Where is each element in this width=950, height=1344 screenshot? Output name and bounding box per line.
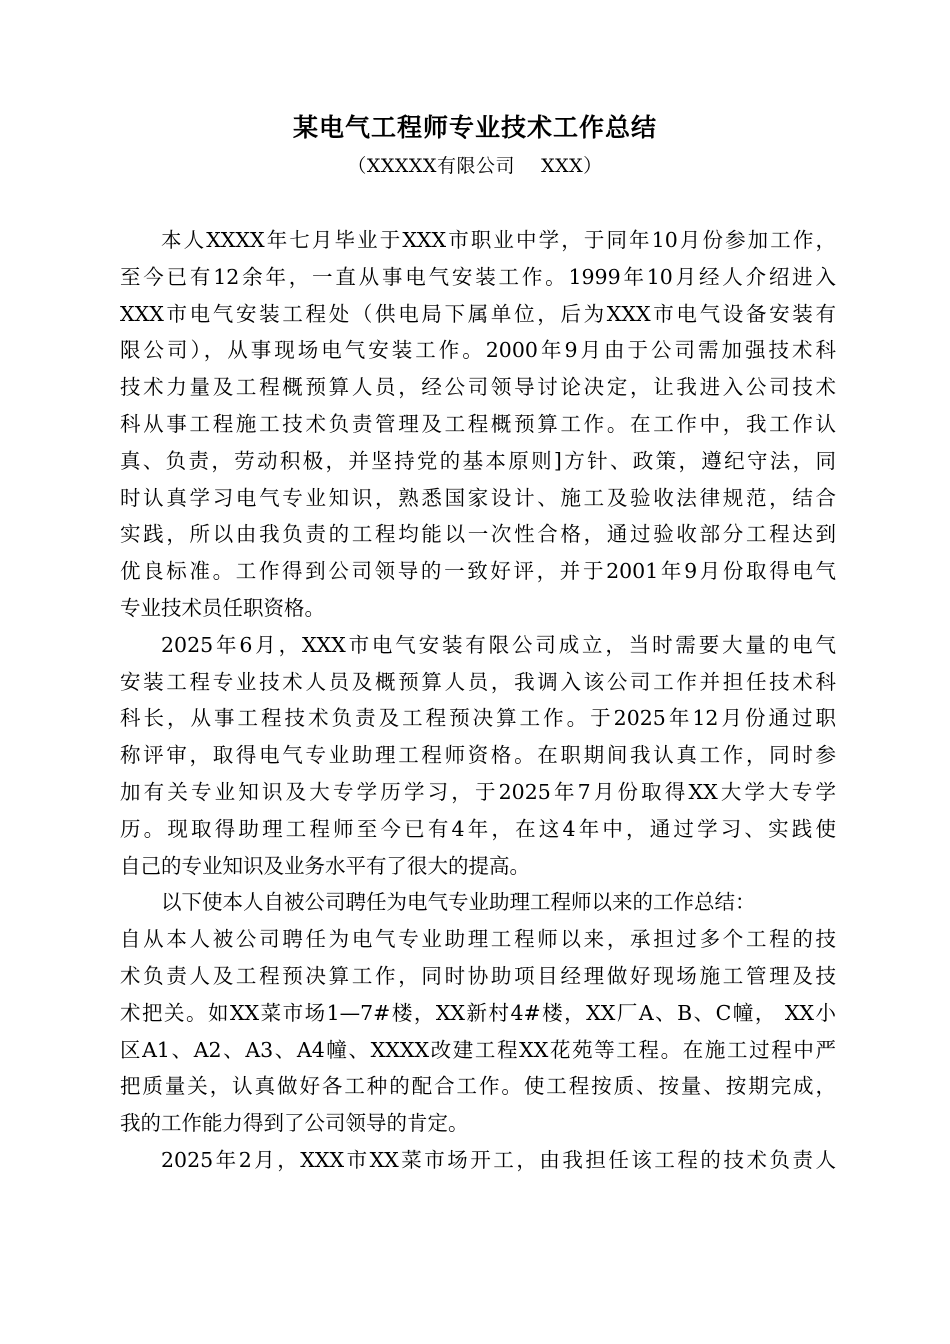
paragraph-3	[120, 884, 836, 921]
text-line: 历。现取得助理工程师至今已有4年，在这4年中，通过学习、实践使	[120, 816, 836, 841]
text-line: 实践，所以由我负责的工程均能以一次性合格，通过验收部分工程达到	[120, 522, 836, 547]
document-body	[120, 222, 836, 1179]
text-line: 术把关。如XX菜市场1—7#楼，XX新村4#楼，XX厂A、B、C幢， XX小	[120, 1000, 836, 1025]
text-line: 自己的专业知识及业务水平有了很大的提高。	[120, 853, 530, 878]
text-line: 限公司），从事现场电气安装工作。2000年9月由于公司需加强技术科	[120, 338, 836, 363]
text-line: 技术力量及工程概预算人员，经公司领导讨论决定，让我进入公司技术	[120, 375, 836, 400]
text-line: 我的工作能力得到了公司领导的肯定。	[120, 1111, 469, 1136]
document-title: 某电气工程师专业技术工作总结	[292, 113, 657, 142]
text-line: 专业技术员任职资格。	[120, 595, 325, 620]
paragraph-2	[120, 627, 836, 885]
text-line: 自从本人被公司聘任为电气专业助理工程师以来，承担过多个工程的技	[120, 927, 836, 952]
text-line: 2025年6月，XXX市电气安装有限公司成立，当时需要大量的电气	[161, 632, 836, 657]
text-line: 本人XXXX年七月毕业于XXX市职业中学，于同年10月份参加工作，	[161, 228, 836, 252]
text-line: 称评审，取得电气专业助理工程师资格。在职期间我认真工作，同时参	[120, 743, 836, 768]
text-line: 把质量关，认真做好各工种的配合工作。使工程按质、按量、按期完成，	[120, 1074, 836, 1099]
text-line: 真、负责，劳动积极，并坚持党的基本原则]方针、政策，遵纪守法，同	[120, 448, 836, 473]
text-line: 至今已有12余年，一直从事电气安装工作。1999年10月经人介绍进入	[120, 264, 836, 289]
text-line: 加有关专业知识及大专学历学习，于2025年7月份取得XX大学大专学	[120, 779, 836, 804]
text-line: 安装工程专业技术人员及概预算人员，我调入该公司工作并担任技术科	[120, 669, 836, 694]
text-line: 科长，从事工程技术负责及工程预决算工作。于2025年12月份通过职	[120, 706, 836, 731]
document-subtitle: （XXXXX有限公司 XXX）	[347, 155, 603, 177]
text-line: 优良标准。工作得到公司领导的一致好评，并于2001年9月份取得电气	[120, 559, 836, 584]
text-line: 以下使本人自被公司聘任为电气专业助理工程师以来的工作总结：	[161, 890, 756, 915]
paragraph-5	[120, 1142, 836, 1179]
text-line: 2025年2月，XXX市XX菜市场开工，由我担任该工程的技术负责人	[161, 1147, 836, 1172]
paragraph-4	[120, 921, 836, 1142]
text-line: XXX市电气安装工程处（供电局下属单位，后为XXX市电气设备安装有	[120, 301, 836, 326]
text-line: 科从事工程施工技术负责管理及工程概预算工作。在工作中，我工作认	[120, 411, 836, 436]
text-line: 术负责人及工程预决算工作，同时协助项目经理做好现场施工管理及技	[120, 963, 836, 988]
text-line: 时认真学习电气专业知识，熟悉国家设计、施工及验收法律规范，结合	[120, 485, 836, 510]
paragraph-1	[120, 222, 836, 627]
text-line: 区A1、A2、A3、A4幢、XXXX改建工程XX花苑等工程。在施工过程中严	[120, 1037, 836, 1062]
